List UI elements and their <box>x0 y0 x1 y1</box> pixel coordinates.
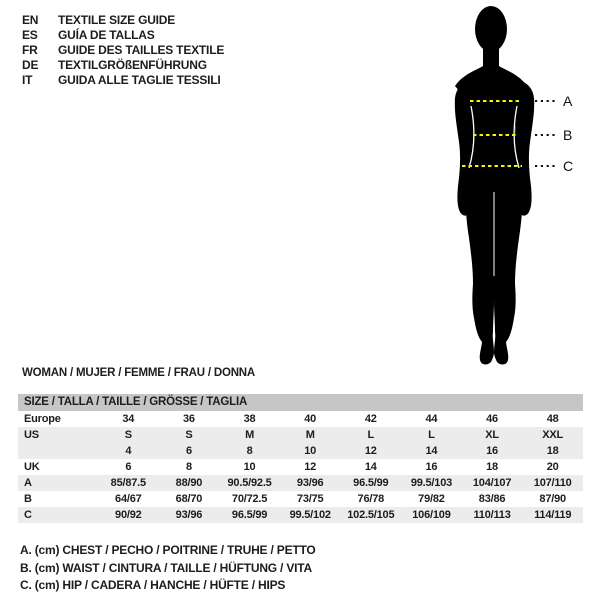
lang-row-de <box>22 58 224 73</box>
size-cell: M <box>245 429 255 441</box>
row-label: UK <box>24 461 40 473</box>
lang-code: EN <box>22 13 39 27</box>
lang-label: TEXTILE SIZE GUIDE <box>58 13 176 27</box>
size-cell: 14 <box>364 461 377 473</box>
size-cell: 12 <box>304 461 317 473</box>
marker-label-c: C <box>563 158 574 174</box>
size-cell: 99.5/103 <box>410 477 453 489</box>
size-cell: 87/90 <box>539 493 566 505</box>
legend-hip: C. (cm) HIP / CADERA / HANCHE / HÜFTE / HIPS <box>20 578 286 592</box>
table-row-us-letters <box>18 427 583 443</box>
size-cell: 93/96 <box>175 509 203 521</box>
size-cell: 46 <box>486 413 498 425</box>
row-label: B <box>24 493 32 505</box>
size-cell: M <box>305 429 315 441</box>
size-cell: 64/67 <box>115 493 142 505</box>
lang-label: GUIDE DES TAILLES TEXTILE <box>58 43 225 57</box>
table-row-waist <box>18 491 583 507</box>
size-cell: 107/110 <box>533 477 572 489</box>
lang-row-en <box>22 13 224 28</box>
legend-waist: B. (cm) WAIST / CINTURA / TAILLE / HÜFTUNG / VITA <box>20 560 312 575</box>
size-cell: 16 <box>425 461 438 473</box>
woman-silhouette-svg <box>425 0 595 375</box>
section-title: WOMAN / MUJER / FEMME / FRAU / DONNA <box>22 367 256 379</box>
marker-label-a: A <box>563 93 573 109</box>
size-cell: 34 <box>122 413 135 425</box>
silhouette-right-leg <box>493 166 523 364</box>
size-cell: L <box>367 429 375 441</box>
legend-chest: A. (cm) CHEST / PECHO / POITRINE / TRUHE / PETTO <box>20 543 316 557</box>
size-cell: 79/82 <box>418 493 445 505</box>
lang-code: DE <box>22 58 39 72</box>
lang-code: FR <box>22 43 38 57</box>
silhouette-neck <box>483 38 499 70</box>
table-row-us-group <box>18 427 583 459</box>
silhouette-left-leg <box>465 166 495 364</box>
size-cell: 104/107 <box>472 477 512 489</box>
size-cell: 90/92 <box>115 509 142 521</box>
size-cell: 90.5/92.5 <box>227 477 272 489</box>
size-table <box>18 394 583 523</box>
size-cell: 10 <box>243 461 256 473</box>
size-cell: 106/109 <box>412 509 451 521</box>
row-label: A <box>24 477 32 489</box>
lang-code: ES <box>22 28 38 42</box>
size-cell: 96.5/99 <box>353 477 389 489</box>
size-cell: 10 <box>304 445 317 457</box>
size-cell: 38 <box>243 413 256 425</box>
size-cell: 68/70 <box>175 493 203 505</box>
table-row-europe <box>18 411 583 427</box>
woman-silhouette <box>455 6 534 364</box>
size-cell: 96.5/99 <box>231 509 268 521</box>
size-cell: 8 <box>246 445 253 457</box>
size-cell: 18 <box>486 461 498 473</box>
size-cell: 85/87.5 <box>110 477 146 489</box>
size-cell: 8 <box>185 461 192 473</box>
size-cell: 70/72.5 <box>231 493 268 505</box>
size-cell: 14 <box>425 445 438 457</box>
lang-code: IT <box>22 73 33 87</box>
size-cell: 6 <box>185 445 192 457</box>
row-label: Europe <box>24 413 61 425</box>
size-cell: 12 <box>364 445 377 457</box>
row-label: US <box>24 429 39 441</box>
lang-label: TEXTILGRÖßENFÜHRUNG <box>58 58 207 72</box>
size-cell: 16 <box>486 445 498 457</box>
row-label: C <box>24 509 32 521</box>
size-cell: 44 <box>425 413 438 425</box>
lang-row-es <box>22 28 224 43</box>
size-cell: 93/96 <box>296 477 324 489</box>
language-list <box>22 13 224 88</box>
size-cell: XXL <box>542 429 564 441</box>
size-table-header: SIZE / TALLA / TAILLE / GRÖSSE / TAGLIA <box>18 394 583 411</box>
size-cell: 76/78 <box>357 493 385 505</box>
row-label <box>18 443 98 459</box>
table-row-hip <box>18 507 583 523</box>
size-cell: 48 <box>546 413 559 425</box>
size-cell: 42 <box>364 413 377 425</box>
size-cell: 102.5/105 <box>347 509 395 521</box>
size-cell: 4 <box>125 445 132 457</box>
size-cell: 99.5/102 <box>289 509 331 521</box>
size-cell: 20 <box>546 461 559 473</box>
size-cell: 110/113 <box>473 509 511 521</box>
size-cell: 73/75 <box>296 493 324 505</box>
size-cell: L <box>428 429 435 441</box>
marker-label-b: B <box>563 127 573 143</box>
size-cell: 40 <box>304 413 317 425</box>
size-cell: 6 <box>125 461 132 473</box>
marker-labels <box>563 93 573 174</box>
leader-lines <box>535 101 558 166</box>
table-row-us-numbers <box>18 443 583 459</box>
measurement-legend <box>20 542 316 595</box>
table-row-chest <box>18 475 583 491</box>
size-cell: XL <box>485 429 499 441</box>
measurement-figure <box>425 0 595 375</box>
lang-label: GUIDA ALLE TAGLIE TESSILI <box>58 73 221 87</box>
size-cell: 88/90 <box>175 477 203 489</box>
lang-row-fr <box>22 43 224 58</box>
size-cell: S <box>185 429 193 441</box>
table-row-uk <box>18 459 583 475</box>
size-cell: 83/86 <box>478 493 506 505</box>
size-cell: S <box>124 429 132 441</box>
lang-row-it <box>22 73 224 88</box>
size-cell: 18 <box>546 445 559 457</box>
size-cell: 36 <box>183 413 195 425</box>
lang-label: GUÍA DE TALLAS <box>58 28 155 42</box>
size-cell: 114/119 <box>534 509 572 521</box>
